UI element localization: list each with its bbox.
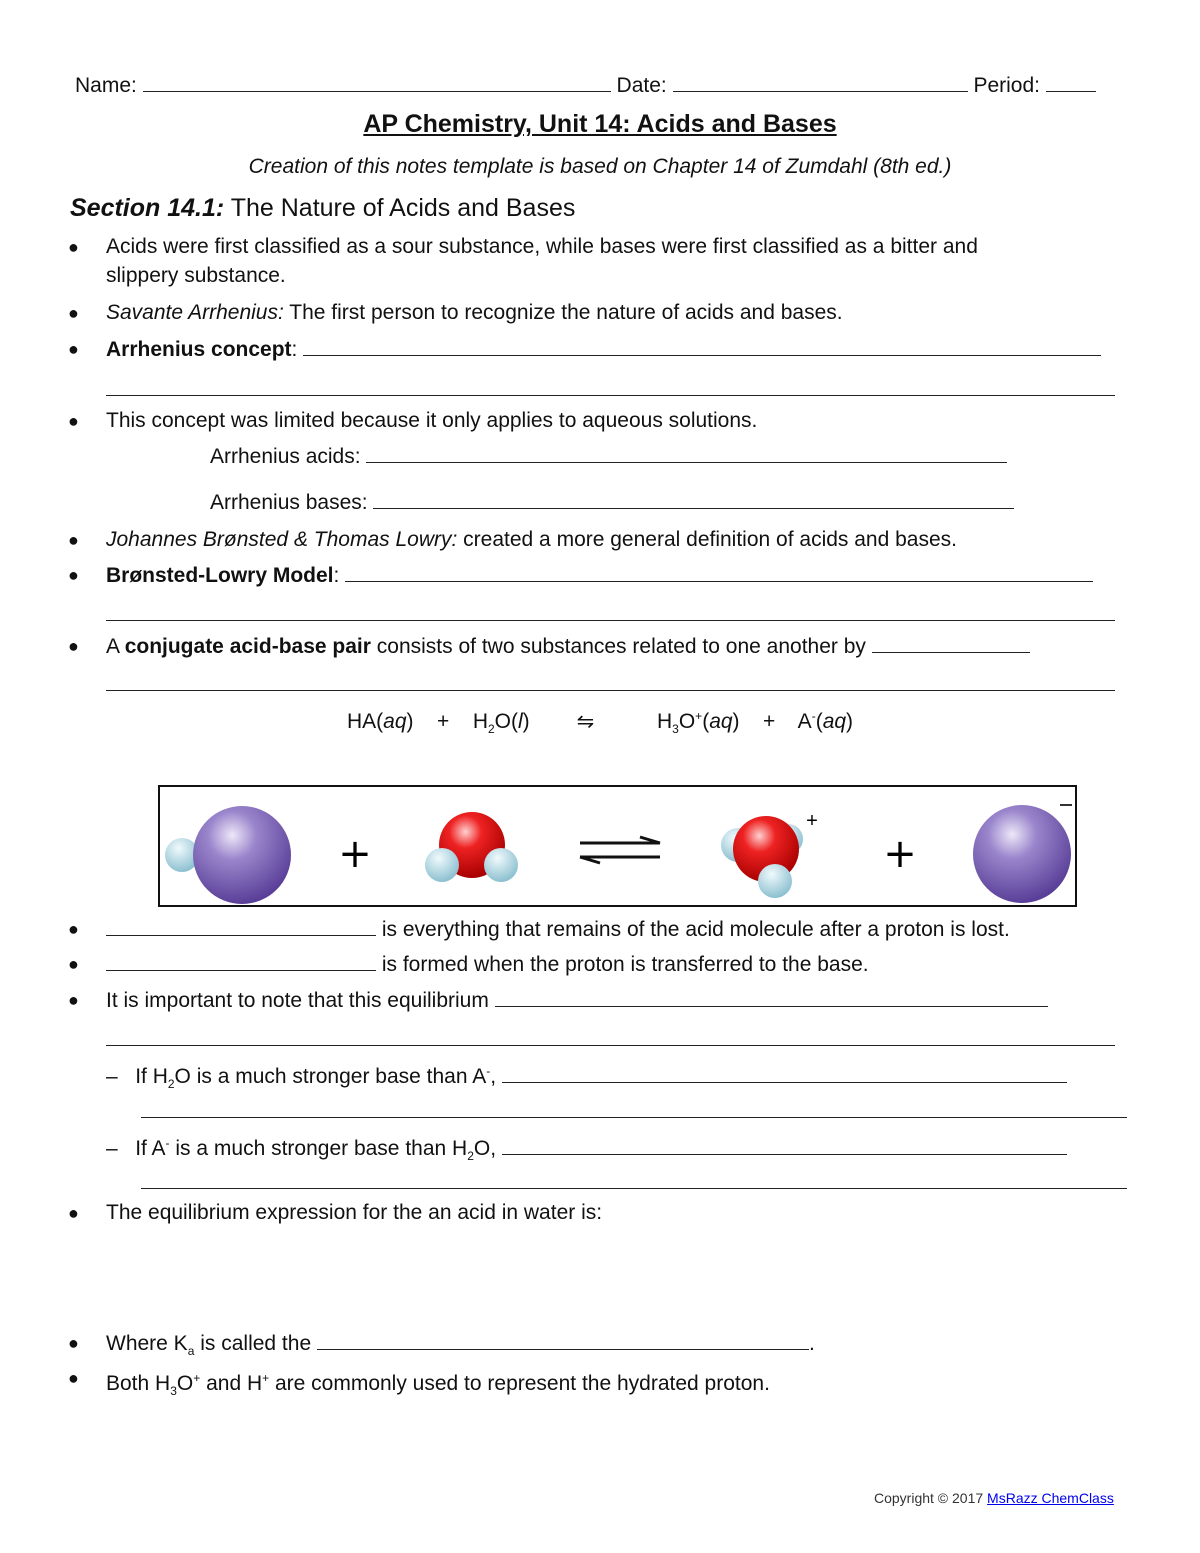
text: It is important to note that this equilibrium	[106, 989, 495, 1012]
text: If H	[135, 1065, 168, 1088]
bullet-icon: ●	[68, 1333, 79, 1353]
bullet-icon: ●	[68, 1203, 79, 1223]
answer-line[interactable]	[106, 620, 1115, 621]
bullet-text	[106, 299, 843, 327]
molecule-diagram	[158, 785, 1077, 907]
bullet-text: Where $K_a$ is called the .	[106, 1329, 815, 1365]
eq-state: aq	[822, 710, 847, 733]
plus-icon: +	[338, 831, 372, 877]
molecule-illustration	[160, 787, 1075, 905]
bullet-text: Acids were first classified as a sour substance, while bases were first classified as a bitter and	[106, 235, 978, 258]
bullet-icon: ●	[68, 339, 79, 359]
bullet-text	[106, 526, 957, 554]
bullet-icon: ●	[68, 990, 79, 1010]
eq-plus: +	[763, 710, 776, 733]
answer-line[interactable]	[106, 690, 1115, 691]
bullet-text	[106, 986, 1048, 1015]
arrhenius-acids	[210, 442, 1007, 471]
eq-state: aq	[383, 710, 407, 733]
text: Both H	[106, 1372, 171, 1395]
copyright-link[interactable]: MsRazz ChemClass	[987, 1490, 1114, 1506]
eq-state: l	[518, 710, 523, 733]
section-heading	[70, 194, 575, 222]
text: created a more general definition of acids and bases.	[457, 528, 957, 551]
bullet-icon: ●	[68, 954, 79, 974]
conjugate-base-icon	[973, 805, 1072, 903]
term: Brønsted-Lowry Model	[106, 564, 334, 587]
water-molecule-icon	[425, 812, 518, 882]
bullet-icon: ●	[68, 530, 79, 550]
hydronium-icon	[721, 810, 818, 898]
bullet-icon: ●	[68, 237, 79, 257]
equation: HA(aq) + $H_2O(l)$ ⇋ $H_3O^+(aq)$ + A-(aq)	[347, 709, 854, 737]
conjugate-acid-blank[interactable]	[106, 950, 376, 971]
text: The first person to recognize the nature of acids and bases.	[283, 301, 843, 324]
person-name: Savante Arrhenius:	[106, 301, 284, 324]
page-title: AP Chemistry, Unit 14: Acids and Bases	[363, 110, 837, 138]
text: is everything that remains of the acid molecule after a proton is lost.	[376, 918, 1010, 941]
bullet-text	[106, 632, 1030, 661]
section-number: Section 14.1:	[70, 194, 225, 222]
equilibrium-blank[interactable]	[495, 986, 1048, 1007]
case2-blank[interactable]	[502, 1134, 1067, 1155]
equilibrium-arrow-icon: ⇋	[576, 710, 595, 733]
arrhenius-concept-blank[interactable]	[303, 335, 1101, 356]
text: If A	[135, 1137, 166, 1160]
ka-blank[interactable]	[317, 1329, 809, 1350]
bullet-text: Arrhenius concept:	[106, 335, 1101, 364]
answer-line[interactable]	[106, 1045, 1115, 1046]
person-name: Johannes Brønsted & Thomas Lowry:	[106, 528, 458, 551]
term: Arrhenius concept	[106, 338, 292, 361]
name-field[interactable]	[143, 71, 611, 92]
arrhenius-bases-blank[interactable]	[373, 488, 1014, 509]
date-label: Date:	[616, 74, 667, 97]
text: A	[106, 635, 125, 658]
svg-text:+: +	[806, 810, 818, 832]
equilibrium-arrow-icon	[580, 837, 660, 863]
date-field[interactable]	[673, 71, 968, 92]
bullet-text: This concept was limited because it only applies to aqueous solutions.	[106, 409, 758, 432]
answer-line[interactable]	[106, 395, 1115, 396]
name-label: Name:	[75, 74, 137, 97]
section-title: The Nature of Acids and Bases	[224, 194, 576, 222]
label: Arrhenius bases:	[210, 491, 368, 514]
bronsted-lowry-blank[interactable]	[345, 561, 1093, 582]
bullet-icon: ●	[68, 303, 79, 323]
eq-plus: +	[437, 710, 450, 733]
text: O is a much stronger base than A	[174, 1065, 487, 1088]
arrhenius-acids-blank[interactable]	[366, 442, 1007, 463]
eq-state: aq	[709, 710, 733, 733]
label: Arrhenius acids:	[210, 445, 361, 468]
text: Where K	[106, 1332, 188, 1355]
bullet-text: The equilibrium expression for the an acid in water is:	[106, 1201, 603, 1224]
bullet-text: Both $H_3O^+$ and H+ are commonly used to represent the hydrated proton.	[106, 1371, 770, 1399]
bullet-text	[106, 950, 869, 979]
text: is a much stronger base than H	[169, 1137, 468, 1160]
copyright-text: Copyright © 2017	[874, 1490, 988, 1506]
text: is called the	[194, 1332, 317, 1355]
eq-a: A	[797, 710, 812, 733]
subtitle: Creation of this notes template is based on Chapter 14 of Zumdahl (8th ed.)	[248, 155, 952, 178]
period-field[interactable]	[1046, 71, 1096, 92]
plus-icon: +	[883, 831, 917, 877]
eq-ha: HA(	[347, 710, 384, 733]
bullet-icon: ●	[68, 1368, 79, 1388]
bullet-icon: ●	[68, 636, 79, 656]
term: conjugate acid-base pair	[124, 635, 371, 658]
text: is formed when the proton is transferred to the base.	[376, 953, 869, 976]
subscript: a	[187, 1344, 195, 1359]
bullet-text	[106, 915, 1010, 944]
text: are commonly used to represent the hydrated proton.	[269, 1372, 770, 1395]
arrhenius-bases	[210, 488, 1014, 517]
dash-item: – If $H_2O$ is a much stronger base than A-,	[106, 1057, 1067, 1098]
answer-line[interactable]	[141, 1117, 1127, 1118]
dash-item: – If A- is a much stronger base than $H_2O$,	[106, 1129, 1067, 1170]
answer-line[interactable]	[141, 1188, 1127, 1189]
eq-h3o: H	[656, 710, 673, 733]
bullet-text: Brønsted-Lowry Model:	[106, 561, 1093, 590]
bullet-text: slippery substance.	[106, 264, 286, 287]
bullet-icon: ●	[68, 411, 79, 431]
text: and H	[200, 1372, 263, 1395]
conjugate-blank[interactable]	[872, 632, 1030, 653]
case1-blank[interactable]	[502, 1062, 1067, 1083]
eq-h2o: H	[472, 710, 488, 733]
conjugate-base-blank[interactable]	[106, 915, 376, 936]
copyright	[874, 1490, 1114, 1506]
period-label: Period:	[973, 74, 1040, 97]
header-fields	[75, 71, 1096, 100]
bullet-icon: ●	[68, 919, 79, 939]
text: consists of two substances related to one another by	[370, 635, 872, 658]
acid-molecule-icon	[165, 806, 291, 904]
bullet-icon: ●	[68, 565, 79, 585]
